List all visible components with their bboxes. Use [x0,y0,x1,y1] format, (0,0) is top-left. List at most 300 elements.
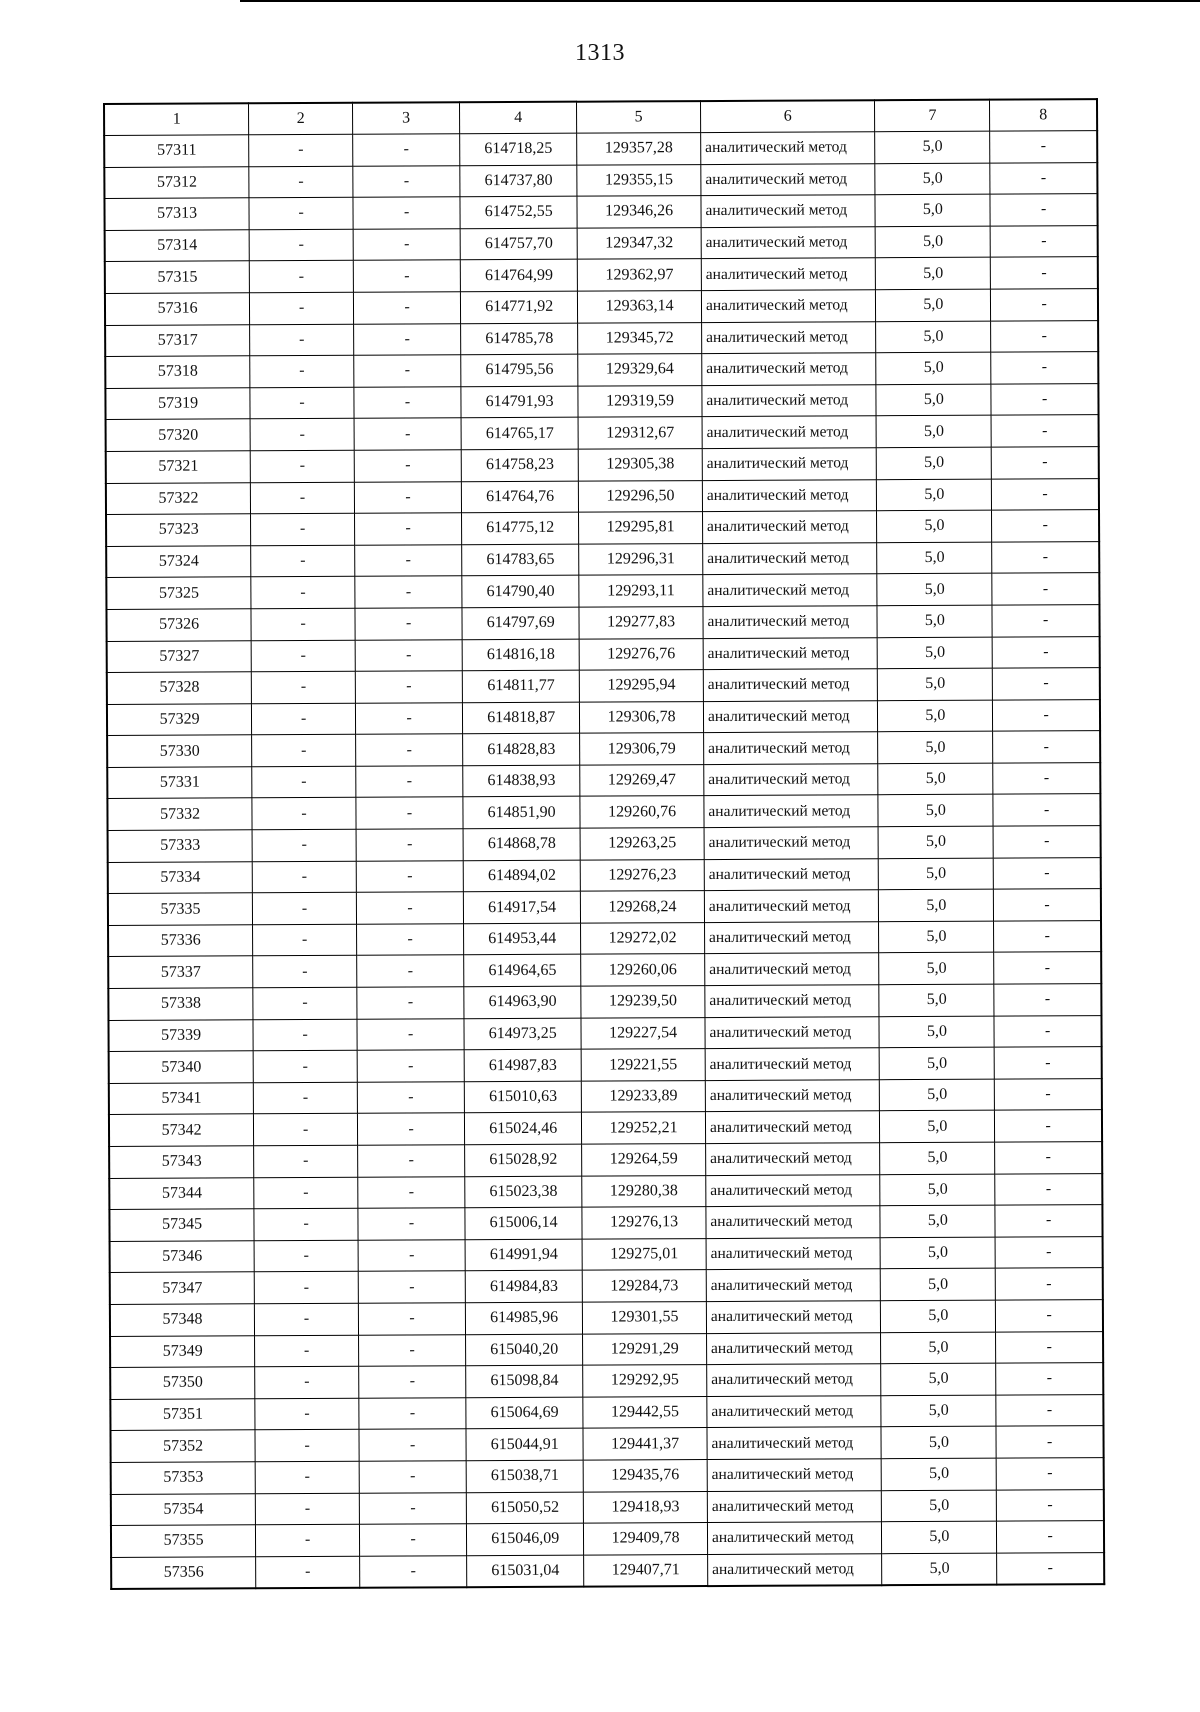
col3-cell: - [356,734,463,766]
point-number-cell: 57328 [107,672,252,704]
x-coordinate-cell: 614764,99 [460,260,577,292]
x-coordinate-cell: 615038,71 [466,1460,583,1492]
table-row [110,1426,1103,1462]
table-row [109,1142,1102,1178]
y-coordinate-cell: 129295,94 [580,670,704,702]
table-row [108,952,1101,988]
col3-cell: - [358,1208,465,1240]
accuracy-cell: 5,0 [877,573,992,605]
method-cell: аналитический метод [705,1080,880,1112]
y-coordinate-cell: 129233,89 [582,1080,706,1112]
col8-cell: - [996,1394,1103,1426]
table-row [109,1078,1102,1114]
table-row [104,194,1097,230]
table-row [111,1521,1104,1557]
column-header: 6 [700,100,875,132]
col8-cell: - [994,984,1101,1016]
col3-cell: - [355,608,462,640]
point-number-cell: 57346 [110,1241,255,1273]
table-row [105,383,1098,419]
accuracy-cell: 5,0 [881,1426,996,1458]
accuracy-cell: 5,0 [879,1016,994,1048]
accuracy-cell: 5,0 [880,1111,995,1143]
x-coordinate-cell: 614797,69 [462,607,579,639]
method-cell: аналитический метод [705,1016,880,1048]
y-coordinate-cell: 129276,23 [580,859,704,891]
accuracy-cell: 5,0 [880,1047,995,1079]
col2-cell: - [252,735,356,767]
y-coordinate-cell: 129252,21 [582,1112,706,1144]
col8-cell: - [997,1489,1104,1521]
method-cell: аналитический метод [704,764,879,796]
method-cell: аналитический метод [704,922,879,954]
col3-cell: - [357,924,464,956]
method-cell: аналитический метод [704,827,879,859]
y-coordinate-cell: 129276,13 [582,1207,706,1239]
table-row [111,1489,1104,1525]
col2-cell: - [249,197,353,229]
col8-cell: - [992,636,1099,668]
point-number-cell: 57323 [106,514,251,546]
top-border-line [240,0,1200,2]
col3-cell: - [357,1082,464,1114]
col2-cell: - [253,893,357,925]
col8-cell: - [993,699,1100,731]
col2-cell: - [251,482,355,514]
method-cell: аналитический метод [705,985,880,1017]
col8-cell: - [996,1426,1103,1458]
col2-cell: - [250,387,354,419]
method-cell: аналитический метод [707,1490,882,1522]
point-number-cell: 57345 [109,1209,254,1241]
y-coordinate-cell: 129260,06 [581,954,705,986]
x-coordinate-cell: 615028,92 [465,1144,582,1176]
table-row [106,415,1099,451]
x-coordinate-cell: 614987,83 [464,1049,581,1081]
col8-cell: - [992,510,1099,542]
method-cell: аналитический метод [707,1459,882,1491]
col8-cell: - [991,352,1098,384]
accuracy-cell: 5,0 [881,1395,996,1427]
table-row [110,1300,1103,1336]
col3-cell: - [356,766,463,798]
x-coordinate-cell: 614953,44 [464,923,581,955]
x-coordinate-cell: 614795,56 [461,354,578,386]
col8-cell: - [990,225,1097,257]
accuracy-cell: 5,0 [880,1142,995,1174]
point-number-cell: 57343 [109,1146,254,1178]
method-cell: аналитический метод [707,1364,882,1396]
col3-cell: - [359,1397,466,1429]
column-header: 1 [104,103,249,135]
method-cell: аналитический метод [707,1522,882,1554]
table-row [106,605,1099,641]
column-header: 2 [249,103,353,135]
point-number-cell: 57336 [108,925,253,957]
col3-cell: - [354,450,461,482]
x-coordinate-cell: 614964,65 [464,955,581,987]
col3-cell: - [356,829,463,861]
accuracy-cell: 5,0 [877,542,992,574]
col2-cell: - [251,640,355,672]
x-coordinate-cell: 614791,93 [461,386,578,418]
col3-cell: - [358,1303,465,1335]
method-cell: аналитический метод [706,1143,881,1175]
col2-cell: - [255,1398,359,1430]
y-coordinate-cell: 129319,59 [578,385,702,417]
col8-cell: - [993,731,1100,763]
point-number-cell: 57355 [111,1525,256,1557]
col2-cell: - [255,1335,359,1367]
accuracy-cell: 5,0 [881,1363,996,1395]
table-row [107,668,1100,704]
col8-cell: - [995,1110,1102,1142]
column-header: 3 [353,102,460,134]
y-coordinate-cell: 129295,81 [579,512,703,544]
method-cell: аналитический метод [701,132,876,164]
method-cell: аналитический метод [701,258,876,290]
col3-cell: - [358,1271,465,1303]
method-cell: аналитический метод [707,1395,882,1427]
table-row [108,826,1101,862]
point-number-cell: 57341 [109,1083,254,1115]
col8-cell: - [996,1268,1103,1300]
accuracy-cell: 5,0 [881,1332,996,1364]
point-number-cell: 57325 [106,577,251,609]
col8-cell: - [993,794,1100,826]
col8-cell: - [991,415,1098,447]
col3-cell: - [355,671,462,703]
x-coordinate-cell: 614718,25 [460,133,577,165]
method-cell: аналитический метод [704,858,879,890]
col3-cell: - [359,1334,466,1366]
x-coordinate-cell: 614816,18 [462,639,579,671]
table-body [104,131,1104,1590]
method-cell: аналитический метод [703,574,878,606]
point-number-cell: 57332 [107,798,252,830]
method-cell: аналитический метод [706,1301,881,1333]
x-coordinate-cell: 614737,80 [460,165,577,197]
y-coordinate-cell: 129272,02 [581,922,705,954]
col2-cell: - [252,798,356,830]
col3-cell: - [359,1524,466,1556]
y-coordinate-cell: 129301,55 [583,1302,707,1334]
col2-cell: - [249,261,353,293]
point-number-cell: 57329 [107,703,252,735]
x-coordinate-cell: 614991,94 [465,1239,582,1271]
y-coordinate-cell: 129305,38 [578,449,702,481]
column-header: 4 [460,102,577,134]
col8-cell: - [996,1331,1103,1363]
method-cell: аналитический метод [701,195,876,227]
accuracy-cell: 5,0 [878,763,993,795]
accuracy-cell: 5,0 [879,889,994,921]
accuracy-cell: 5,0 [882,1490,997,1522]
col2-cell: - [250,419,354,451]
accuracy-cell: 5,0 [878,700,993,732]
method-cell: аналитический метод [703,669,878,701]
method-cell: аналитический метод [701,227,876,259]
col8-cell: - [991,320,1098,352]
x-coordinate-cell: 614765,17 [461,418,578,450]
point-number-cell: 57318 [105,356,250,388]
col3-cell: - [354,323,461,355]
y-coordinate-cell: 129293,11 [579,575,703,607]
col2-cell: - [249,134,353,166]
col2-cell: - [250,450,354,482]
col3-cell: - [355,702,462,734]
accuracy-cell: 5,0 [875,194,990,226]
col3-cell: - [353,134,460,166]
accuracy-cell: 5,0 [876,289,991,321]
col2-cell: - [253,956,357,988]
col2-cell: - [249,229,353,261]
accuracy-cell: 5,0 [881,1269,996,1301]
col3-cell: - [355,544,462,576]
point-number-cell: 57335 [108,893,253,925]
col8-cell: - [992,541,1099,573]
accuracy-cell: 5,0 [876,352,991,384]
table-row [108,857,1101,893]
col2-cell: - [250,355,354,387]
x-coordinate-cell: 614790,40 [462,575,579,607]
point-number-cell: 57337 [108,956,253,988]
col3-cell: - [357,1113,464,1145]
col2-cell: - [255,1461,359,1493]
col2-cell: - [256,1556,360,1589]
method-cell: аналитический метод [702,479,877,511]
y-coordinate-cell: 129441,37 [583,1428,707,1460]
x-coordinate-cell: 614984,83 [465,1271,582,1303]
col3-cell: - [353,165,460,197]
method-cell: аналитический метод [704,732,879,764]
col8-cell: - [997,1552,1104,1585]
table-row [107,636,1100,672]
accuracy-cell: 5,0 [880,1079,995,1111]
point-number-cell: 57316 [105,293,250,325]
col3-cell: - [355,513,462,545]
y-coordinate-cell: 129264,59 [582,1144,706,1176]
method-cell: аналитический метод [704,890,879,922]
accuracy-cell: 5,0 [879,858,994,890]
accuracy-cell: 5,0 [878,795,993,827]
col8-cell: - [997,1521,1104,1553]
method-cell: аналитический метод [704,795,879,827]
x-coordinate-cell: 615050,52 [466,1492,583,1524]
x-coordinate-cell: 614818,87 [463,702,580,734]
col2-cell: - [254,1177,358,1209]
x-coordinate-cell: 615031,04 [467,1555,584,1588]
col2-cell: - [254,1240,358,1272]
col3-cell: - [354,481,461,513]
y-coordinate-cell: 129277,83 [579,606,703,638]
y-coordinate-cell: 129407,71 [584,1554,708,1587]
accuracy-cell: 5,0 [878,668,993,700]
accuracy-cell: 5,0 [877,479,992,511]
accuracy-cell: 5,0 [879,921,994,953]
col2-cell: - [253,924,357,956]
accuracy-cell: 5,0 [881,1300,996,1332]
col3-cell: - [360,1555,467,1588]
accuracy-cell: 5,0 [879,984,994,1016]
col2-cell: - [252,703,356,735]
x-coordinate-cell: 615064,69 [466,1397,583,1429]
table-row [110,1236,1103,1272]
col2-cell: - [254,1145,358,1177]
col8-cell: - [995,1236,1102,1268]
page-number: 1313 [575,40,625,66]
col8-cell: - [990,194,1097,226]
point-number-cell: 57353 [111,1462,256,1494]
col8-cell: - [993,668,1100,700]
accuracy-cell: 5,0 [880,1174,995,1206]
method-cell: аналитический метод [702,321,877,353]
table-row [108,889,1101,925]
table-row [105,352,1098,388]
col2-cell: - [253,1019,357,1051]
method-cell: аналитический метод [706,1237,881,1269]
table-row [104,162,1097,198]
col8-cell: - [994,952,1101,984]
method-cell: аналитический метод [701,163,876,195]
point-number-cell: 57338 [108,988,253,1020]
col8-cell: - [996,1300,1103,1332]
table-row [109,1047,1102,1083]
accuracy-cell: 5,0 [878,826,993,858]
point-number-cell: 57347 [110,1272,255,1304]
point-number-cell: 57356 [111,1556,256,1589]
y-coordinate-cell: 129362,97 [578,259,702,291]
col3-cell: - [357,987,464,1019]
x-coordinate-cell: 614973,25 [464,1018,581,1050]
x-coordinate-cell: 615023,38 [465,1176,582,1208]
col3-cell: - [354,355,461,387]
col8-cell: - [995,1173,1102,1205]
y-coordinate-cell: 129306,78 [580,701,704,733]
method-cell: аналитический метод [703,637,878,669]
x-coordinate-cell: 614917,54 [464,891,581,923]
y-coordinate-cell: 129276,76 [579,638,703,670]
method-cell: аналитический метод [706,1269,881,1301]
column-header: 7 [875,100,990,132]
point-number-cell: 57342 [109,1114,254,1146]
point-number-cell: 57354 [111,1493,256,1525]
table-row [108,984,1101,1020]
point-number-cell: 57349 [110,1335,255,1367]
col3-cell: - [359,1429,466,1461]
point-number-cell: 57320 [106,419,251,451]
col8-cell: - [993,763,1100,795]
y-coordinate-cell: 129347,32 [577,227,701,259]
method-cell: аналитический метод [702,511,877,543]
point-number-cell: 57313 [104,198,249,230]
col2-cell: - [254,1272,358,1304]
point-number-cell: 57311 [104,135,249,167]
col2-cell: - [255,1366,359,1398]
col3-cell: - [357,1018,464,1050]
col8-cell: - [994,1047,1101,1079]
y-coordinate-cell: 129227,54 [581,1017,705,1049]
col8-cell: - [994,920,1101,952]
method-cell: аналитический метод [708,1553,883,1586]
point-number-cell: 57312 [104,166,249,198]
table-row [110,1394,1103,1430]
point-number-cell: 57319 [105,388,250,420]
table-row [105,225,1098,261]
y-coordinate-cell: 129418,93 [584,1491,708,1523]
col2-cell: - [254,1208,358,1240]
point-number-cell: 57317 [105,324,250,356]
col8-cell: - [994,1015,1101,1047]
x-coordinate-cell: 615024,46 [465,1113,582,1145]
col8-cell: - [995,1205,1102,1237]
y-coordinate-cell: 129292,95 [583,1365,707,1397]
col3-cell: - [354,418,461,450]
y-coordinate-cell: 129357,28 [577,133,701,165]
y-coordinate-cell: 129329,64 [578,354,702,386]
accuracy-cell: 5,0 [879,953,994,985]
y-coordinate-cell: 129306,79 [580,733,704,765]
accuracy-cell: 5,0 [882,1553,997,1586]
col8-cell: - [991,289,1098,321]
x-coordinate-cell: 615098,84 [466,1365,583,1397]
point-number-cell: 57315 [105,261,250,293]
y-coordinate-cell: 129296,31 [579,543,703,575]
col2-cell: - [251,671,355,703]
x-coordinate-cell: 614985,96 [466,1302,583,1334]
col2-cell: - [253,1082,357,1114]
table-row [104,131,1097,167]
x-coordinate-cell: 614785,78 [461,323,578,355]
col8-cell: - [991,383,1098,415]
col2-cell: - [252,861,356,893]
point-number-cell: 57340 [109,1051,254,1083]
method-cell: аналитический метод [705,1048,880,1080]
accuracy-cell: 5,0 [876,384,991,416]
accuracy-cell: 5,0 [882,1458,997,1490]
col8-cell: - [992,478,1099,510]
y-coordinate-cell: 129435,76 [583,1460,707,1492]
col3-cell: - [356,797,463,829]
col3-cell: - [358,1176,465,1208]
y-coordinate-cell: 129363,14 [578,291,702,323]
col2-cell: - [251,545,355,577]
table-row [106,510,1099,546]
column-header: 5 [577,101,701,133]
col3-cell: - [359,1492,466,1524]
col8-cell: - [992,605,1099,637]
accuracy-cell: 5,0 [877,447,992,479]
x-coordinate-cell: 614868,78 [463,828,580,860]
x-coordinate-cell: 615006,14 [465,1207,582,1239]
method-cell: аналитический метод [706,1206,881,1238]
col3-cell: - [356,892,463,924]
method-cell: аналитический метод [703,606,878,638]
point-number-cell: 57331 [107,767,252,799]
table-row [105,320,1098,356]
point-number-cell: 57324 [106,546,251,578]
point-number-cell: 57350 [110,1367,255,1399]
y-coordinate-cell: 129345,72 [578,322,702,354]
col3-cell: - [353,260,460,292]
y-coordinate-cell: 129312,67 [578,417,702,449]
col2-cell: - [251,577,355,609]
point-number-cell: 57326 [106,609,251,641]
col8-cell: - [990,131,1097,163]
table-row [106,447,1099,483]
y-coordinate-cell: 129260,76 [580,796,704,828]
table-row [106,478,1099,514]
